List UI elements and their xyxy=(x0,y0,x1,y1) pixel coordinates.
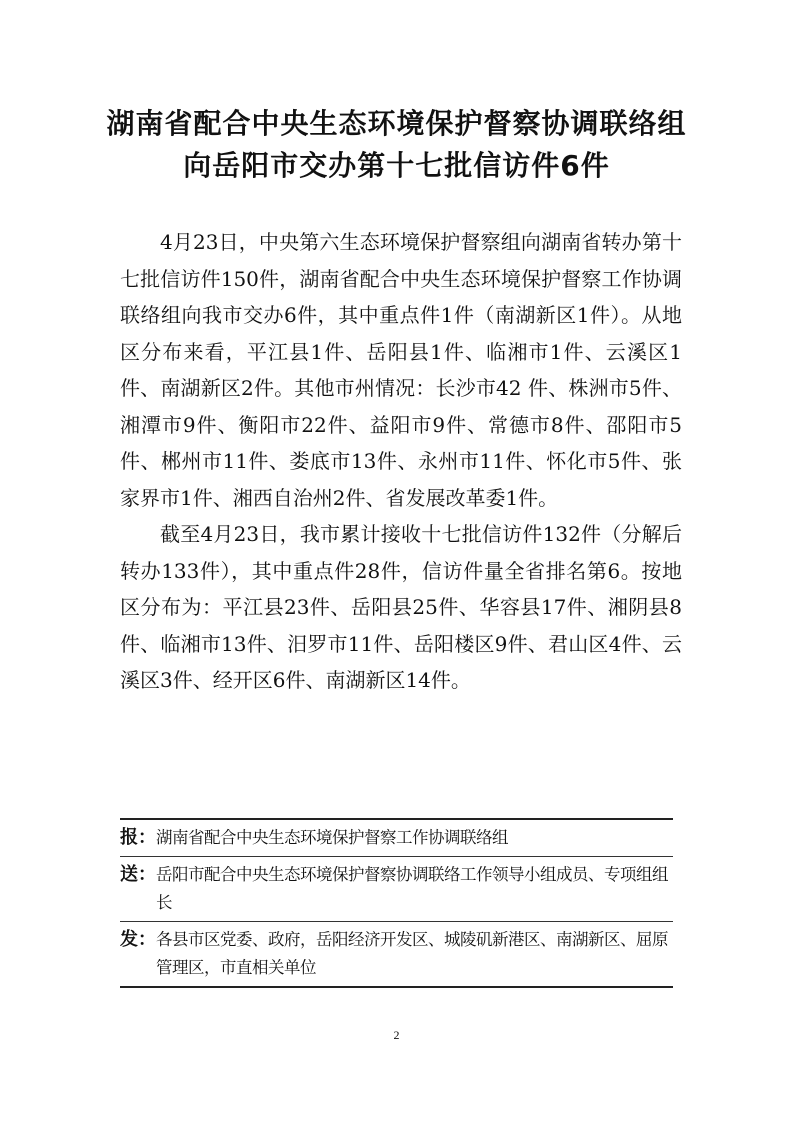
footer-row-send xyxy=(120,857,673,921)
distribute-value: 各县市区党委、政府，岳阳经济开发区、城陵矶新港区、南湖新区、屈原管理区，市直相关单位 xyxy=(156,930,668,977)
footer-row-report xyxy=(120,820,673,856)
document-title-line1: 湖南省配合中央生态环境保护督察协调联络组 xyxy=(106,107,687,140)
body-paragraph-2: 截至4月23日，我市累计接收十七批信访件132件（分解后转办133件），其中重点件28件，信访件量全省排名第6。按地区分布为：平江县23件、岳阳县25件、华容县17件、湘阴县8件、临湘市13件、汨罗市11件、岳阳楼区9件、君山区4件、云溪区3件、经开区6件、南湖新区14件。 xyxy=(120,522,682,692)
page-number: 2 xyxy=(393,1028,400,1042)
send-label: 送： xyxy=(120,864,156,885)
document-title-line2: 向岳阳市交办第十七批信访件6件 xyxy=(183,149,610,182)
report-label: 报： xyxy=(120,827,156,848)
footer-row-distribute xyxy=(120,922,673,986)
document-body xyxy=(120,224,682,699)
body-paragraph-1: 4月23日，中央第六生态环境保护督察组向湖南省转办第十七批信访件150件，湖南省配合中央生态环境保护督察工作协调联络组向我市交办6件，其中重点件1件（南湖新区1件）。从地区分布来看，平江县1件、岳阳县1件、临湘市1件、云溪区1件、南湖新区2件。其他市州情况：长沙市42 件、株洲市5件、湘潭市9件、衡阳市22件、益阳市9件、常德市8件、邵阳市5件、郴州市11件、娄底市13件、永州市11件、怀化市5件、张家界市1件、湘西自治州2件、省发展改革委1件。 xyxy=(120,230,682,510)
distribute-label: 发： xyxy=(120,929,156,950)
report-value: 湖南省配合中央生态环境保护督察工作协调联络组 xyxy=(156,828,508,847)
footer-rule-bottom xyxy=(120,986,673,988)
send-value: 岳阳市配合中央生态环境保护督察协调联络工作领导小组成员、专项组组长 xyxy=(156,865,668,912)
distribution-footer xyxy=(120,818,673,988)
